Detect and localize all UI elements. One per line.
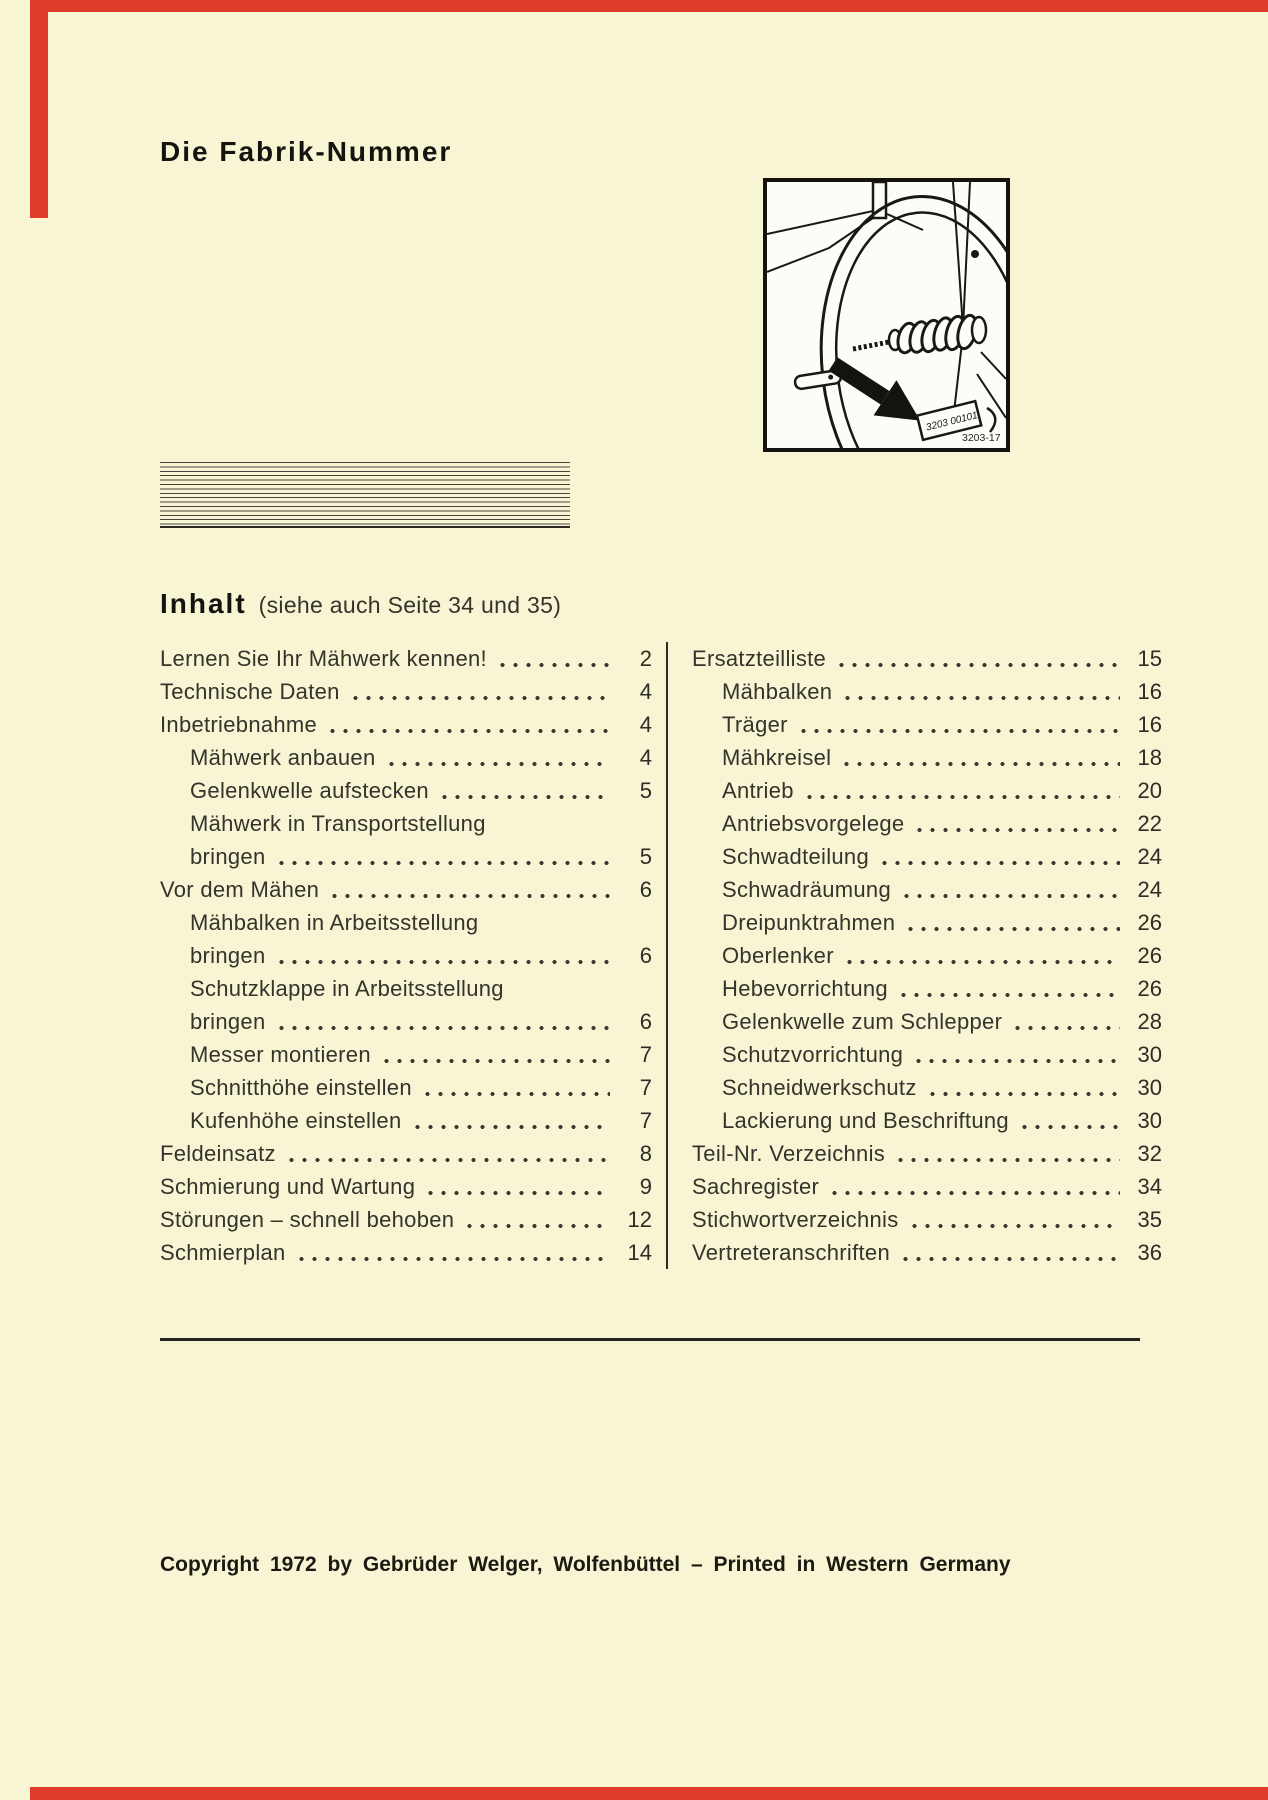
toc-entry-page: 8 xyxy=(639,1141,652,1166)
toc-entry-page: 6 xyxy=(639,877,652,902)
toc-entry-label: Mähkreisel xyxy=(722,745,832,770)
dot-leader xyxy=(1011,1025,1120,1031)
footer-line xyxy=(160,1428,1140,1480)
toc-entry-label: Träger xyxy=(722,712,788,737)
toc-entry-label: Gelenkwelle aufstecken xyxy=(190,778,429,803)
toc-entry-label: Schmierung und Wartung xyxy=(160,1174,416,1199)
toc-left-column xyxy=(160,642,666,1269)
toc-entry-page: 34 xyxy=(1137,1174,1162,1199)
toc-entry xyxy=(692,1005,1162,1038)
toc-entry-page: 24 xyxy=(1137,877,1162,902)
toc-entry-page: 30 xyxy=(1137,1108,1162,1133)
toc-entry-label: Mähbalken in Arbeitsstellung xyxy=(190,910,479,935)
toc-entry xyxy=(160,840,652,873)
toc-entry xyxy=(692,774,1162,807)
dot-leader xyxy=(275,1025,611,1031)
toc-entry xyxy=(160,1137,652,1170)
dot-leader xyxy=(295,1256,610,1262)
toc-entry-page: 7 xyxy=(639,1075,652,1100)
toc-heading: Inhalt xyxy=(160,588,247,619)
red-border-bottom xyxy=(30,1787,1268,1800)
footer-lines xyxy=(160,1376,1140,1532)
dot-leader xyxy=(835,662,1120,668)
toc-entry-label: Kufenhöhe einstellen xyxy=(190,1108,402,1133)
toc-entry-label: Vertreteranschriften xyxy=(692,1240,890,1265)
dot-leader xyxy=(463,1223,610,1229)
toc-entry xyxy=(160,972,652,1005)
toc-entry-page: 4 xyxy=(639,679,652,704)
toc-entry-label: Sachregister xyxy=(692,1174,820,1199)
dot-leader xyxy=(496,662,610,668)
dot-leader xyxy=(487,926,610,932)
toc-entry-page: 32 xyxy=(1137,1141,1162,1166)
pointer-arrow-icon xyxy=(822,346,932,438)
footer-line xyxy=(160,1376,1140,1428)
toc-entry xyxy=(160,741,652,774)
toc-entry xyxy=(160,873,652,906)
toc-entry xyxy=(692,642,1162,675)
toc-entry-page: 24 xyxy=(1137,844,1162,869)
dot-leader xyxy=(513,992,610,998)
toc-entry xyxy=(692,807,1162,840)
toc-entry-label: Mähwerk in Transportstellung xyxy=(190,811,486,836)
dot-leader xyxy=(385,761,610,767)
toc-entry xyxy=(692,939,1162,972)
toc-entry-page: 26 xyxy=(1137,976,1162,1001)
toc-entry-page: 7 xyxy=(639,1042,652,1067)
intro-section xyxy=(160,136,573,425)
toc-entry-page: 6 xyxy=(639,943,652,968)
intro-paragraph xyxy=(160,177,573,425)
table-of-contents xyxy=(160,642,1162,1269)
toc-entry-label: bringen xyxy=(190,844,266,869)
toc-entry xyxy=(692,1137,1162,1170)
toc-entry-page: 16 xyxy=(1137,679,1162,704)
toc-entry xyxy=(692,1038,1162,1071)
toc-entry-page: 5 xyxy=(639,844,652,869)
dot-leader xyxy=(803,794,1120,800)
footer-line xyxy=(160,1480,1140,1532)
intro-paragraph-line xyxy=(160,239,573,270)
coil-spring xyxy=(853,313,986,354)
toc-entry-page: 4 xyxy=(639,745,652,770)
toc-entry-page: 20 xyxy=(1137,778,1162,803)
toc-entry-label: Oberlenker xyxy=(722,943,834,968)
intro-paragraph-line xyxy=(160,177,573,208)
toc-right-column xyxy=(668,642,1162,1269)
dot-leader xyxy=(424,1190,610,1196)
dot-leader xyxy=(411,1124,611,1130)
toc-entry-label: Lernen Sie Ihr Mähwerk kennen! xyxy=(160,646,487,671)
toc-entry-label: bringen xyxy=(190,1009,266,1034)
intro-paragraph-line xyxy=(160,394,573,425)
toc-entry-page xyxy=(618,972,652,1005)
toc-entry-label: bringen xyxy=(190,943,266,968)
toc-entry xyxy=(692,972,1162,1005)
toc-entry-label: Mähbalken xyxy=(722,679,833,704)
toc-entry xyxy=(160,1203,652,1236)
dot-leader xyxy=(1018,1124,1120,1130)
toc-entry xyxy=(692,1170,1162,1203)
toc-entry-label: Gelenkwelle zum Schlepper xyxy=(722,1009,1003,1034)
dot-leader xyxy=(908,1223,1120,1229)
toc-entry-label: Technische Daten xyxy=(160,679,340,704)
toc-entry-page: 16 xyxy=(1137,712,1162,737)
toc-entry-page: 28 xyxy=(1137,1009,1162,1034)
toc-entry-page: 7 xyxy=(639,1108,652,1133)
toc-entry-page: 9 xyxy=(639,1174,652,1199)
toc-entry xyxy=(692,840,1162,873)
toc-entry-page: 12 xyxy=(627,1207,652,1232)
figure-plate-number: 3203 00101 xyxy=(924,410,979,434)
dot-leader xyxy=(840,761,1120,767)
toc-entry-label: Schutzklappe in Arbeitsstellung xyxy=(190,976,504,1001)
intro-paragraph-line xyxy=(160,301,573,332)
copyright-line: Copyright 1972 by Gebrüder Welger, Wolfenbüttel – Printed in Western Germany xyxy=(160,1553,1011,1576)
toc-entry xyxy=(160,1071,652,1104)
toc-entry-page: 14 xyxy=(627,1240,652,1265)
toc-entry xyxy=(692,1203,1162,1236)
toc-entry xyxy=(692,708,1162,741)
toc-entry xyxy=(160,939,652,972)
dot-leader xyxy=(843,959,1120,965)
dot-leader xyxy=(495,827,610,833)
toc-entry xyxy=(160,774,652,807)
toc-entry xyxy=(692,675,1162,708)
toc-entry-label: Stichwortverzeichnis xyxy=(692,1207,899,1232)
toc-entry-page: 4 xyxy=(639,712,652,737)
toc-entry xyxy=(160,1170,652,1203)
toc-entry-page: 22 xyxy=(1137,811,1162,836)
dot-leader xyxy=(326,728,610,734)
toc-entry-page: 15 xyxy=(1137,646,1162,671)
toc-entry-page: 35 xyxy=(1137,1207,1162,1232)
figure-caption: 3203-17 xyxy=(962,432,1001,444)
toc-entry-label: Mähwerk anbauen xyxy=(190,745,376,770)
dot-leader xyxy=(275,959,611,965)
red-border-top xyxy=(30,0,1268,12)
toc-entry-label: Messer montieren xyxy=(190,1042,371,1067)
dot-leader xyxy=(285,1157,610,1163)
dot-leader xyxy=(904,926,1120,932)
toc-entry xyxy=(160,642,652,675)
toc-entry xyxy=(160,675,652,708)
toc-entry-label: Vor dem Mähen xyxy=(160,877,320,902)
dot-leader xyxy=(894,1157,1120,1163)
dot-leader xyxy=(900,893,1120,899)
toc-entry-page xyxy=(618,807,652,840)
dot-leader xyxy=(828,1190,1120,1196)
toc-entry-page: 26 xyxy=(1137,943,1162,968)
footer-notice xyxy=(160,1376,1140,1580)
dot-leader xyxy=(912,1058,1120,1064)
toc-entry-label: Schwadräumung xyxy=(722,877,891,902)
toc-entry xyxy=(160,1005,652,1038)
dot-leader xyxy=(897,992,1120,998)
mower-number-plate-illustration xyxy=(767,182,1006,448)
toc-entry-label: Dreipunktrahmen xyxy=(722,910,896,935)
toc-entry-page: 36 xyxy=(1137,1240,1162,1265)
figure-frame xyxy=(763,178,1010,452)
dot-leader xyxy=(349,695,610,701)
toc-entry-label: Lackierung und Beschriftung xyxy=(722,1108,1009,1133)
intro-paragraph-line xyxy=(160,208,573,239)
toc-entry-page: 30 xyxy=(1137,1042,1162,1067)
dot-leader xyxy=(328,893,610,899)
dot-leader xyxy=(913,827,1120,833)
toc-entry xyxy=(692,741,1162,774)
toc-entry-label: Hebevorrichtung xyxy=(722,976,888,1001)
dot-leader xyxy=(878,860,1120,866)
toc-entry xyxy=(160,807,652,840)
toc-entry-label: Antriebsvorgelege xyxy=(722,811,905,836)
intro-paragraph-line xyxy=(160,270,573,301)
toc-entry-page: 5 xyxy=(639,778,652,803)
toc-entry-page: 2 xyxy=(639,646,652,671)
dot-leader xyxy=(841,695,1120,701)
toc-entry-label: Teil-Nr. Verzeichnis xyxy=(692,1141,886,1166)
toc-entry xyxy=(692,906,1162,939)
toc-entry xyxy=(692,1104,1162,1137)
intro-paragraph-line xyxy=(160,363,573,394)
dot-leader xyxy=(380,1058,610,1064)
intro-paragraph-line xyxy=(160,332,573,363)
separator-rule xyxy=(160,1338,1140,1341)
toc-entry xyxy=(160,708,652,741)
toc-entry-page: 26 xyxy=(1137,910,1162,935)
toc-entry-page: 30 xyxy=(1137,1075,1162,1100)
toc-entry-label: Ersatzteilliste xyxy=(692,646,827,671)
toc-entry-label: Schneidwerkschutz xyxy=(722,1075,917,1100)
red-border-left xyxy=(30,0,48,218)
toc-entry-label: Schutzvorrichtung xyxy=(722,1042,904,1067)
toc-heading-note: (siehe auch Seite 34 und 35) xyxy=(258,592,562,618)
dot-leader xyxy=(438,794,610,800)
toc-entry xyxy=(692,873,1162,906)
toc-entry xyxy=(692,1071,1162,1104)
toc-entry-label: Antrieb xyxy=(722,778,794,803)
toc-entry xyxy=(160,1236,652,1269)
toc-entry-label: Schnitthöhe einstellen xyxy=(190,1075,412,1100)
dot-leader xyxy=(275,860,611,866)
toc-entry-label: Feldeinsatz xyxy=(160,1141,276,1166)
toc-entry xyxy=(160,906,652,939)
dot-leader xyxy=(797,728,1120,734)
serial-number-write-in-area xyxy=(160,462,570,528)
toc-entry-page xyxy=(618,906,652,939)
toc-entry-label: Inbetriebnahme xyxy=(160,712,318,737)
toc-entry-page: 18 xyxy=(1137,745,1162,770)
dot-leader xyxy=(899,1256,1120,1262)
dot-leader xyxy=(926,1091,1120,1097)
dot-leader xyxy=(421,1091,610,1097)
bolt xyxy=(971,250,979,258)
toc-entry-label: Schmierplan xyxy=(160,1240,286,1265)
toc-entry-label: Schwadteilung xyxy=(722,844,869,869)
toc-entry xyxy=(160,1038,652,1071)
toc-heading-row xyxy=(160,588,561,620)
page-title: Die Fabrik-Nummer xyxy=(160,136,453,167)
toc-entry xyxy=(160,1104,652,1137)
toc-entry-page: 6 xyxy=(639,1009,652,1034)
toc-entry xyxy=(692,1236,1162,1269)
toc-entry-label: Störungen – schnell behoben xyxy=(160,1207,455,1232)
